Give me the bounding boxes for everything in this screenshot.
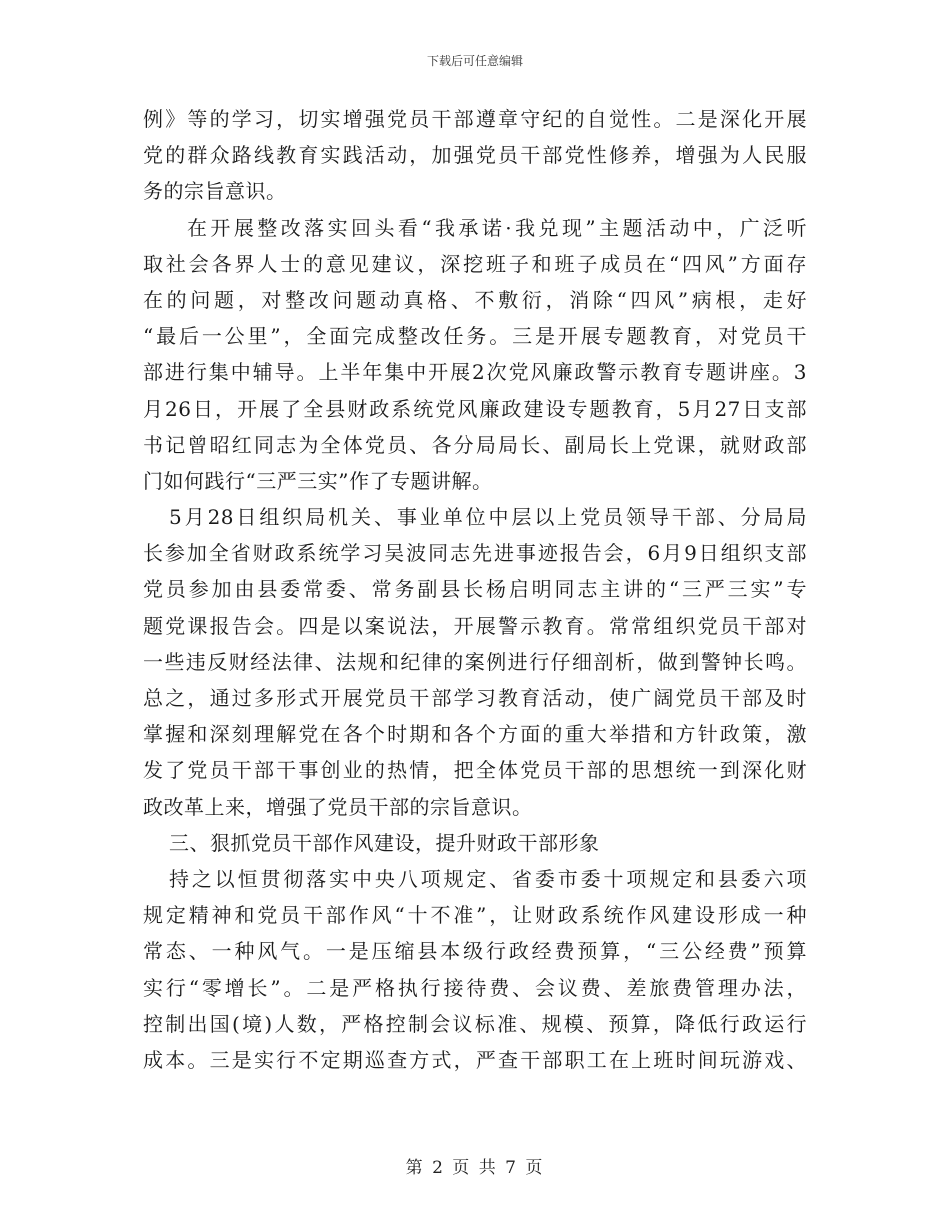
document-body (143, 101, 807, 1078)
text-line: 发了党员干部干事创业的热情，把全体党员干部的思想统一到深化财 (143, 758, 807, 783)
text-line: 规定精神和党员干部作风“十不准”，让财政系统作风建设形成一种 (143, 903, 807, 928)
section-heading: 三、狠抓党员干部作风建设，提升财政干部形象 (169, 830, 600, 855)
text-line: 一些违反财经法律、法规和纪律的案例进行仔细剖析，做到警钟长鸣。 (143, 649, 807, 674)
text-line: 控制出国(境)人数，严格控制会议标准、规模、预算，降低行政运行 (143, 1011, 807, 1036)
text-line: 掌握和深刻理解党在各个时期和各个方面的重大举措和方针政策，激 (143, 722, 807, 747)
page-header: 下载后可任意编辑 (426, 54, 523, 68)
paragraph-start-line: 5月28日组织局机关、事业单位中层以上党员领导干部、分局局 (169, 505, 807, 530)
text-line: “最后一公里”，全面完成整改任务。三是开展专题教育，对党员干 (143, 324, 807, 349)
text-line: 月26日，开展了全县财政系统党风廉政建设专题教育，5月27日支部 (143, 396, 807, 421)
text-line: 成本。三是实行不定期巡查方式，严查干部职工在上班时间玩游戏、 (143, 1047, 807, 1072)
text-line: 务的宗旨意识。 (143, 179, 287, 204)
text-line: 政改革上来，增强了党员干部的宗旨意识。 (143, 794, 533, 819)
text-line: 在的问题，对整改问题动真格、不敷衍，消除“四风”病根，走好 (143, 287, 807, 312)
page-number: 第 2 页 共 7 页 (405, 1158, 545, 1178)
text-line: 书记曾昭红同志为全体党员、各分局局长、副局长上党课，就财政部 (143, 432, 807, 457)
text-line: 长参加全省财政系统学习吴波同志先进事迹报告会，6月9日组织支部 (143, 541, 807, 566)
text-line: 例》等的学习，切实增强党员干部遵章守纪的自觉性。二是深化开展 (143, 107, 807, 131)
text-line: 常态、一种风气。一是压缩县本级行政经费预算，“三公经费”预算 (143, 939, 807, 964)
text-line: 党的群众路线教育实践活动，加强党员干部党性修养，增强为人民服 (143, 143, 807, 168)
text-line: 题党课报告会。四是以案说法，开展警示教育。常常组织党员干部对 (143, 613, 807, 638)
paragraph-start-line: 在开展整改落实回头看“我承诺·我兑现”主题活动中，广泛听 (187, 215, 807, 240)
text-line: 取社会各界人士的意见建议，深挖班子和班子成员在“四风”方面存 (143, 251, 807, 276)
text-line: 部进行集中辅导。上半年集中开展2次党风廉政警示教育专题讲座。3 (143, 360, 807, 385)
text-line: 门如何践行“三严三实”作了专题讲解。 (143, 468, 493, 493)
text-line: 党员参加由县委常委、常务副县长杨启明同志主讲的“三严三实”专 (143, 577, 807, 602)
paragraph-start-line: 持之以恒贯彻落实中央八项规定、省委市委十项规定和县委六项 (169, 866, 807, 891)
text-line: 总之，通过多形式开展党员干部学习教育活动，使广阔党员干部及时 (143, 686, 807, 710)
text-line: 实行“零增长”。二是严格执行接待费、会议费、差旅费管理办法， (143, 975, 807, 1000)
